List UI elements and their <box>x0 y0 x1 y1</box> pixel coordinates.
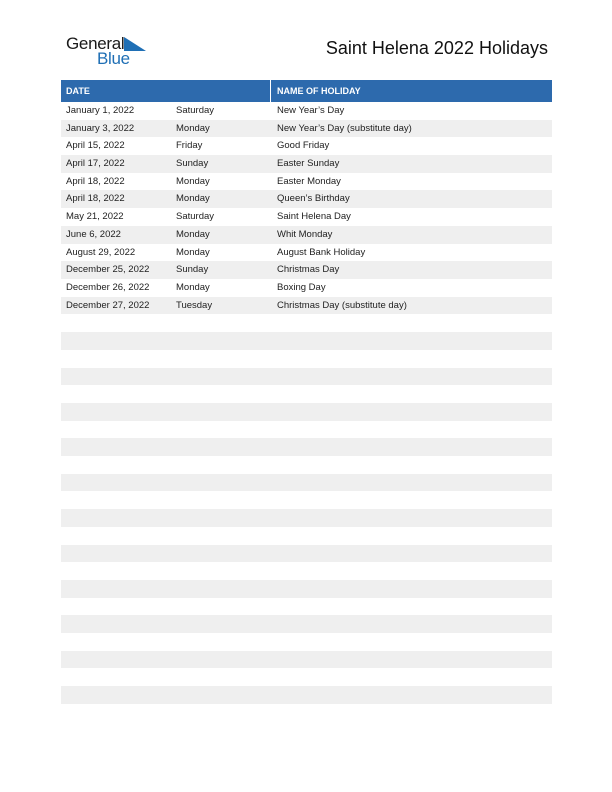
holiday-date: April 17, 2022 <box>66 158 125 170</box>
holiday-date: June 6, 2022 <box>66 228 121 240</box>
empty-row-band <box>61 403 552 421</box>
holiday-date: December 26, 2022 <box>66 281 150 293</box>
holiday-name: Easter Sunday <box>277 158 340 170</box>
holiday-name: Easter Monday <box>277 175 341 187</box>
table-row <box>61 226 552 244</box>
holiday-name: New Year’s Day <box>277 105 345 116</box>
holiday-name: Christmas Day (substitute day) <box>277 299 407 311</box>
empty-row-band <box>61 332 552 350</box>
empty-row-band <box>61 651 552 669</box>
holiday-date: May 21, 2022 <box>66 211 124 223</box>
holiday-date: January 3, 2022 <box>66 122 135 134</box>
holiday-date: April 15, 2022 <box>66 140 125 152</box>
holiday-name: Boxing Day <box>277 281 326 293</box>
holiday-weekday: Monday <box>176 281 210 293</box>
holiday-weekday: Friday <box>176 140 203 152</box>
holiday-name: Whit Monday <box>277 228 333 240</box>
table-row <box>61 279 552 297</box>
holiday-date: December 27, 2022 <box>66 299 150 311</box>
table-row <box>61 297 552 315</box>
holiday-weekday: Monday <box>176 228 210 240</box>
holiday-weekday: Monday <box>176 193 210 205</box>
empty-row-band <box>61 615 552 633</box>
holiday-date: August 29, 2022 <box>66 246 136 258</box>
holiday-weekday: Monday <box>176 246 210 258</box>
holiday-weekday: Saturday <box>176 105 215 116</box>
table-row <box>61 102 552 120</box>
holiday-weekday: Sunday <box>176 264 209 276</box>
table-row <box>61 208 552 226</box>
holiday-date: December 25, 2022 <box>66 264 150 276</box>
table-row <box>61 261 552 279</box>
logo-text-blue: Blue <box>97 49 130 68</box>
holiday-weekday: Monday <box>176 175 210 187</box>
holiday-weekday: Sunday <box>176 158 209 170</box>
table-row <box>61 190 552 208</box>
page-title: Saint Helena 2022 Holidays <box>325 38 548 58</box>
empty-row-band <box>61 580 552 598</box>
holiday-date: April 18, 2022 <box>66 193 125 205</box>
table-row <box>61 137 552 155</box>
empty-row-band <box>61 509 552 527</box>
brand-logo <box>66 34 156 70</box>
holiday-name: Queen’s Birthday <box>277 193 350 205</box>
table-row <box>61 173 552 191</box>
empty-row-band <box>61 368 552 386</box>
table-row <box>61 120 552 138</box>
empty-row-band <box>61 438 552 456</box>
holiday-table <box>61 80 552 314</box>
holiday-weekday: Saturday <box>176 211 215 223</box>
holiday-date: April 18, 2022 <box>66 175 125 187</box>
column-header-date: DATE <box>61 80 271 102</box>
empty-row-band <box>61 545 552 563</box>
holiday-weekday: Monday <box>176 122 210 134</box>
empty-row-band <box>61 686 552 704</box>
table-row <box>61 155 552 173</box>
holiday-name: Christmas Day <box>277 264 340 276</box>
table-row <box>61 244 552 262</box>
holiday-weekday: Tuesday <box>176 299 213 311</box>
table-header <box>61 80 552 102</box>
empty-row-band <box>61 474 552 492</box>
holiday-name: New Year’s Day (substitute day) <box>277 122 412 134</box>
holiday-name: August Bank Holiday <box>277 246 366 258</box>
holiday-date: January 1, 2022 <box>66 105 135 116</box>
column-header-holiday-name: NAME OF HOLIDAY <box>277 86 361 96</box>
holiday-name: Good Friday <box>277 140 330 152</box>
table-body <box>61 102 552 314</box>
logo-text-general: General <box>66 34 125 53</box>
holiday-name: Saint Helena Day <box>277 211 351 223</box>
